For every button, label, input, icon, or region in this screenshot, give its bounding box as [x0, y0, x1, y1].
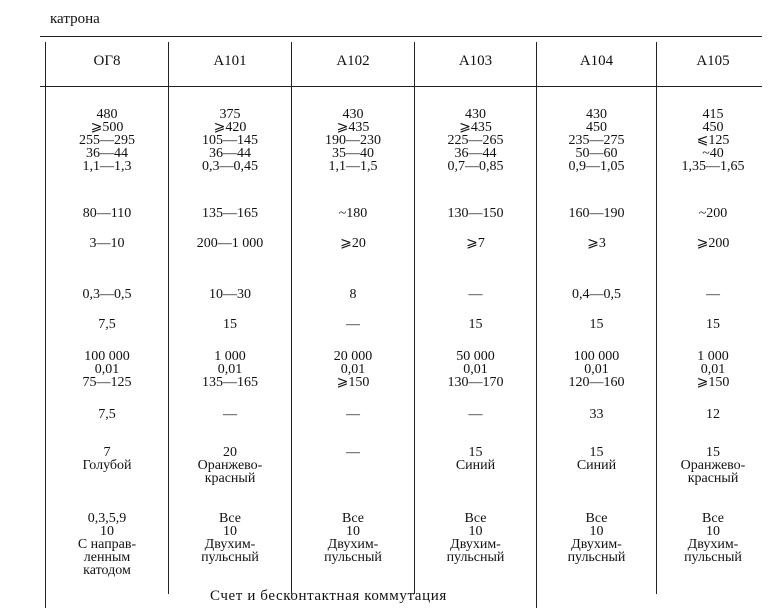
cell-line: Синий — [455, 458, 496, 473]
table-cell — [169, 512, 291, 564]
table-cell — [169, 408, 291, 421]
cell-line: Двухим- — [204, 537, 256, 552]
table-cell — [46, 108, 168, 173]
table-cell — [292, 288, 414, 301]
cell-line: 15 — [468, 445, 483, 460]
table-cell — [657, 512, 769, 564]
table-cell — [46, 318, 168, 331]
table-cell — [169, 446, 291, 485]
cell-line: — — [346, 317, 360, 332]
cell-line: 450 — [586, 120, 607, 135]
table-cell — [46, 288, 168, 301]
cell-line: Оранжево- — [197, 458, 263, 473]
cell-line: 15 — [706, 317, 720, 332]
cell-line: 0,01 — [94, 362, 120, 377]
cell-line: 130—170 — [447, 375, 504, 390]
cell-line: 480 — [96, 107, 118, 122]
cell-line: 36—44 — [454, 146, 497, 161]
table-footer: Счет и бесконтактная коммутация — [210, 588, 447, 604]
cell-line: 80—110 — [82, 206, 132, 221]
cell-line: 50 000 — [456, 349, 495, 364]
cell-line: Все — [464, 511, 487, 526]
cell-line: 7,5 — [98, 407, 116, 422]
cell-line: 135—165 — [202, 206, 258, 221]
table-cell — [537, 237, 656, 250]
table-cell — [292, 207, 414, 220]
table-cell — [537, 108, 656, 173]
cell-line: — — [346, 407, 360, 422]
table-cell — [169, 318, 291, 331]
table-cell — [415, 237, 536, 250]
cell-line: 15 — [589, 445, 604, 460]
table-cell — [657, 237, 769, 250]
cell-line: 20 — [223, 445, 237, 460]
cell-line: 35—40 — [332, 146, 374, 161]
table-cell — [657, 350, 769, 389]
header-rule — [40, 86, 762, 87]
column-header: А105 — [696, 53, 730, 69]
cell-line: 430 — [342, 107, 364, 122]
cell-line: 255—295 — [79, 133, 135, 148]
cell-line: Все — [702, 511, 724, 526]
table-cell — [657, 446, 769, 485]
cell-line: — — [346, 445, 360, 460]
table-cell — [292, 350, 414, 389]
table-cell — [46, 512, 168, 577]
cell-line: 0,4—0,5 — [572, 287, 621, 302]
cell-line: ~180 — [338, 206, 368, 221]
cell-line: ⩾20 — [340, 236, 366, 251]
table-cell — [169, 207, 291, 220]
cell-line: 7,5 — [98, 317, 116, 332]
cell-line: пульсный — [684, 550, 742, 565]
cell-line: ⩾150 — [336, 375, 370, 390]
cell-line: 130—150 — [447, 206, 504, 221]
cell-line: 100 000 — [573, 349, 620, 364]
table-cell — [415, 288, 536, 301]
cell-line: 430 — [465, 107, 486, 122]
table-cell — [169, 288, 291, 301]
column-header: А102 — [336, 53, 370, 69]
cell-line: ⩾3 — [587, 236, 606, 251]
table-cell — [415, 318, 536, 331]
cell-line: 0,01 — [584, 362, 609, 377]
cell-line: 10 — [346, 524, 360, 539]
cell-line: 225—265 — [447, 133, 504, 148]
table-caption: катрона — [50, 11, 100, 27]
cell-line: 0,01 — [340, 362, 366, 377]
cell-line: 0,7—0,85 — [447, 159, 504, 174]
table-cell — [292, 108, 414, 173]
table-cell — [46, 350, 168, 389]
cell-line: 430 — [586, 107, 607, 122]
cell-line: 10 — [706, 524, 720, 539]
cell-line: 8 — [349, 287, 357, 302]
cell-line: 0,01 — [700, 362, 726, 377]
cell-line: Все — [219, 511, 241, 526]
cell-line: пульсный — [446, 550, 505, 565]
cell-line: ⩾150 — [696, 375, 730, 390]
cell-line: 0,3,5,9 — [87, 511, 127, 526]
cell-line: Синий — [576, 458, 617, 473]
cell-line: Все — [585, 511, 608, 526]
table-cell — [537, 288, 656, 301]
table-cell — [415, 108, 536, 173]
cell-line: 120—160 — [568, 375, 625, 390]
cell-line: — — [468, 407, 483, 422]
table-cell — [537, 318, 656, 331]
cell-line: 0,01 — [217, 362, 243, 377]
cell-line: 160—190 — [568, 206, 625, 221]
table-cell — [292, 446, 414, 459]
cell-line: 415 — [702, 107, 724, 122]
column-header: А104 — [579, 53, 614, 69]
column-header: А101 — [213, 53, 247, 69]
table-cell — [657, 207, 769, 220]
table-cell — [415, 350, 536, 389]
cell-line: 10 — [468, 524, 483, 539]
cell-line: — — [468, 287, 483, 302]
cell-line: Голубой — [82, 458, 132, 473]
cell-line: 1 000 — [214, 349, 246, 364]
cell-line: 0,3—0,5 — [82, 287, 132, 302]
cell-line: ⩾420 — [213, 120, 247, 135]
cell-line: красный — [204, 471, 256, 486]
cell-line: ⩾435 — [459, 120, 492, 135]
cell-line: 15 — [706, 445, 720, 460]
column-header: А103 — [458, 53, 493, 69]
cell-line: 100 000 — [84, 349, 130, 364]
cell-line: пульсный — [567, 550, 626, 565]
table-cell — [169, 237, 291, 250]
table-cell — [415, 408, 536, 421]
table-cell — [292, 318, 414, 331]
table-cell — [46, 446, 168, 472]
table-cell — [415, 512, 536, 564]
top-rule — [40, 36, 762, 37]
cell-line: ⩽125 — [696, 133, 730, 148]
cell-line: Двухим- — [571, 537, 622, 552]
cell-line: ⩾500 — [90, 120, 124, 135]
cell-line: 1 000 — [697, 349, 729, 364]
table-cell — [169, 350, 291, 389]
cell-line: ⩾7 — [466, 236, 485, 251]
column-header: ОГ8 — [93, 53, 121, 69]
cell-line: 3—10 — [89, 236, 125, 251]
cell-line: 10—30 — [209, 287, 251, 302]
cell-line: С направ- — [77, 537, 137, 552]
cell-line: Все — [342, 511, 364, 526]
table-cell — [292, 408, 414, 421]
cell-line: ⩾435 — [336, 120, 370, 135]
table-cell — [46, 237, 168, 250]
cell-line: 1,35—1,65 — [681, 159, 745, 174]
cell-line: — — [223, 407, 237, 422]
table-cell — [537, 350, 656, 389]
cell-line: 12 — [706, 407, 720, 422]
table-cell — [415, 207, 536, 220]
cell-line: 15 — [468, 317, 483, 332]
table-cell — [537, 512, 656, 564]
table-cell — [46, 408, 168, 421]
cell-line: 36—44 — [209, 146, 251, 161]
cell-line: ленным — [83, 550, 131, 565]
cell-line: 10 — [100, 524, 114, 539]
table-cell — [537, 408, 656, 421]
table-cell — [292, 237, 414, 250]
cell-line: катодом — [83, 563, 131, 578]
cell-line: пульсный — [201, 550, 259, 565]
cell-line: 135—165 — [202, 375, 258, 390]
table-cell — [657, 318, 769, 331]
cell-line: пульсный — [324, 550, 382, 565]
cell-line: 0,9—1,05 — [568, 159, 625, 174]
cell-line: 375 — [219, 107, 241, 122]
cell-line: 200—1 000 — [196, 236, 264, 251]
cell-line: ~40 — [702, 146, 724, 161]
table-cell — [657, 108, 769, 173]
cell-line: 75—125 — [82, 375, 132, 390]
cell-line: Двухим- — [327, 537, 379, 552]
cell-line: 15 — [589, 317, 604, 332]
table-cell — [657, 408, 769, 421]
cell-line: 10 — [223, 524, 237, 539]
cell-line: 105—145 — [202, 133, 258, 148]
cell-line: — — [706, 287, 720, 302]
table-cell — [169, 108, 291, 173]
cell-line: 450 — [702, 120, 724, 135]
cell-line: ~200 — [698, 206, 728, 221]
cell-line: ⩾200 — [696, 236, 730, 251]
cell-line: 235—275 — [568, 133, 625, 148]
table-cell — [657, 288, 769, 301]
cell-line: Двухим- — [687, 537, 739, 552]
cell-line: 50—60 — [575, 146, 618, 161]
cell-line: Оранжево- — [680, 458, 746, 473]
table-cell — [415, 446, 536, 472]
cell-line: 190—230 — [325, 133, 381, 148]
table-cell — [537, 446, 656, 472]
cell-line: красный — [687, 471, 739, 486]
cell-line: Двухим- — [450, 537, 501, 552]
cell-line: 10 — [589, 524, 604, 539]
cell-line: 36—44 — [86, 146, 128, 161]
table-cell — [537, 207, 656, 220]
cell-line: 1,1—1,5 — [328, 159, 378, 174]
cell-line: 1,1—1,3 — [82, 159, 132, 174]
cell-line: 0,3—0,45 — [202, 159, 258, 174]
cell-line: 7 — [103, 445, 111, 460]
cell-line: 0,01 — [463, 362, 488, 377]
cell-line: 20 000 — [333, 349, 373, 364]
cell-line: 15 — [223, 317, 237, 332]
table-cell — [46, 207, 168, 220]
table-cell — [292, 512, 414, 564]
cell-line: 33 — [589, 407, 604, 422]
